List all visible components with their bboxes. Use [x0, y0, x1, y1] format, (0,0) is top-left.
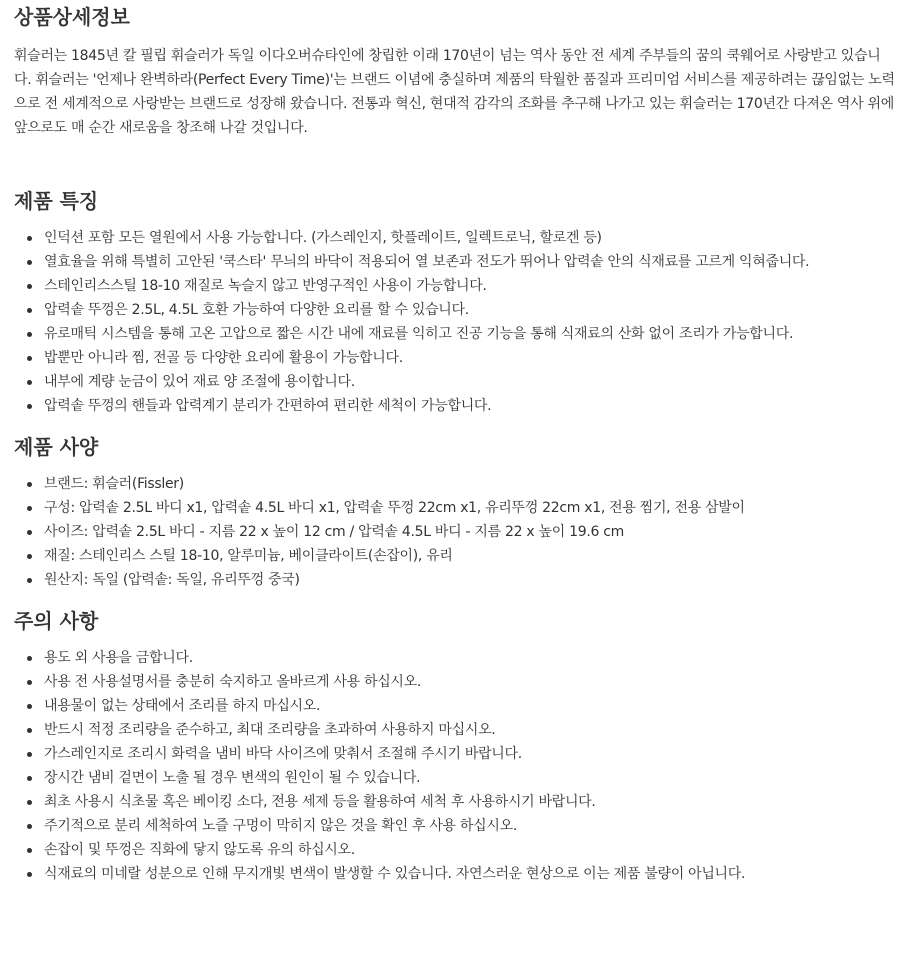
list-item: 열효율을 위해 특별히 고안된 '쿡스타' 무늬의 바닥이 적용되어 열 보존과 전도가 뛰어나 압력솥 안의 식재료를 고르게 익혀줍니다. — [44, 250, 897, 274]
specs-heading: 제품 사양 — [14, 435, 99, 459]
list-item: 압력솥 뚜껑의 핸들과 압력계기 분리가 간편하여 편리한 세척이 가능합니다. — [44, 394, 897, 418]
list-item: 사용 전 사용설명서를 충분히 숙지하고 올바르게 사용 하십시오. — [44, 670, 897, 694]
features-list — [14, 226, 897, 418]
brand-intro-paragraph: 휘슬러는 1845년 칼 필립 휘슬러가 독일 이다오버슈타인에 창립한 이래 170년이 넘는 역사 동안 전 세계 주부들의 꿈의 쿡웨어로 사랑받고 있습니다. 휘슬러는 '언제나 완벽하라(Perfect Every Time)'는 브랜드 이념에 충실하며 제품의 탁월한 품질과 프리미엄 서비스를 제공하려는 끊임없는 노력으로 전 세계적으로 사랑받는 브랜드로 성장해 왔습니다. 전통과 혁신, 현대적 감각의 조화를 추구해 나가고 있는 휘슬러는 170년간 다져온 역사 위에 앞으로도 매 순간 새로움을 창조해 나갈 것입니다. — [14, 48, 895, 136]
page-title: 상품상세정보 — [14, 5, 130, 29]
cautions-list — [14, 646, 897, 886]
features-heading: 제품 특징 — [14, 189, 99, 213]
list-item: 식재료의 미네랄 성분으로 인해 무지개빛 변색이 발생할 수 있습니다. 자연스러운 현상으로 이는 제품 불량이 아닙니다. — [44, 862, 897, 886]
list-item: 가스레인지로 조리시 화력을 냄비 바닥 사이즈에 맞춰서 조절해 주시기 바랍니다. — [44, 742, 897, 766]
list-item: 원산지: 독일 (압력솥: 독일, 유리뚜껑 중국) — [44, 568, 897, 592]
list-item: 구성: 압력솥 2.5L 바디 x1, 압력솥 4.5L 바디 x1, 압력솥 뚜껑 22cm x1, 유리뚜껑 22cm x1, 전용 찜기, 전용 삼발이 — [44, 496, 897, 520]
list-item: 용도 외 사용을 금합니다. — [44, 646, 897, 670]
cautions-heading: 주의 사항 — [14, 609, 99, 633]
list-item: 사이즈: 압력솥 2.5L 바디 - 지름 22 x 높이 12 cm / 압력솥 4.5L 바디 - 지름 22 x 높이 19.6 cm — [44, 520, 897, 544]
list-item: 내용물이 없는 상태에서 조리를 하지 마십시오. — [44, 694, 897, 718]
list-item: 브랜드: 휘슬러(Fissler) — [44, 472, 897, 496]
list-item: 압력솥 뚜껑은 2.5L, 4.5L 호환 가능하여 다양한 요리를 할 수 있습니다. — [44, 298, 897, 322]
list-item: 반드시 적정 조리량을 준수하고, 최대 조리량을 초과하여 사용하지 마십시오. — [44, 718, 897, 742]
list-item: 최초 사용시 식초물 혹은 베이킹 소다, 전용 세제 등을 활용하여 세척 후 사용하시기 바랍니다. — [44, 790, 897, 814]
list-item: 주기적으로 분리 세척하여 노즐 구멍이 막히지 않은 것을 확인 후 사용 하십시오. — [44, 814, 897, 838]
list-item: 인덕션 포함 모든 열원에서 사용 가능합니다. (가스레인지, 핫플레이트, 일렉트로닉, 할로겐 등) — [44, 226, 897, 250]
list-item: 장시간 냄비 겉면이 노출 될 경우 변색의 원인이 될 수 있습니다. — [44, 766, 897, 790]
list-item: 유로매틱 시스템을 통해 고온 고압으로 짧은 시간 내에 재료를 익히고 진공 기능을 통해 식재료의 산화 없이 조리가 가능합니다. — [44, 322, 897, 346]
list-item: 밥뿐만 아니라 찜, 전골 등 다양한 요리에 활용이 가능합니다. — [44, 346, 897, 370]
list-item: 재질: 스테인리스 스틸 18-10, 알루미늄, 베이클라이트(손잡이), 유리 — [44, 544, 897, 568]
list-item: 스테인리스스틸 18-10 재질로 녹슬지 않고 반영구적인 사용이 가능합니다. — [44, 274, 897, 298]
specs-list — [14, 472, 897, 592]
list-item: 손잡이 및 뚜껑은 직화에 닿지 않도록 유의 하십시오. — [44, 838, 897, 862]
list-item: 내부에 계량 눈금이 있어 재료 양 조절에 용이합니다. — [44, 370, 897, 394]
